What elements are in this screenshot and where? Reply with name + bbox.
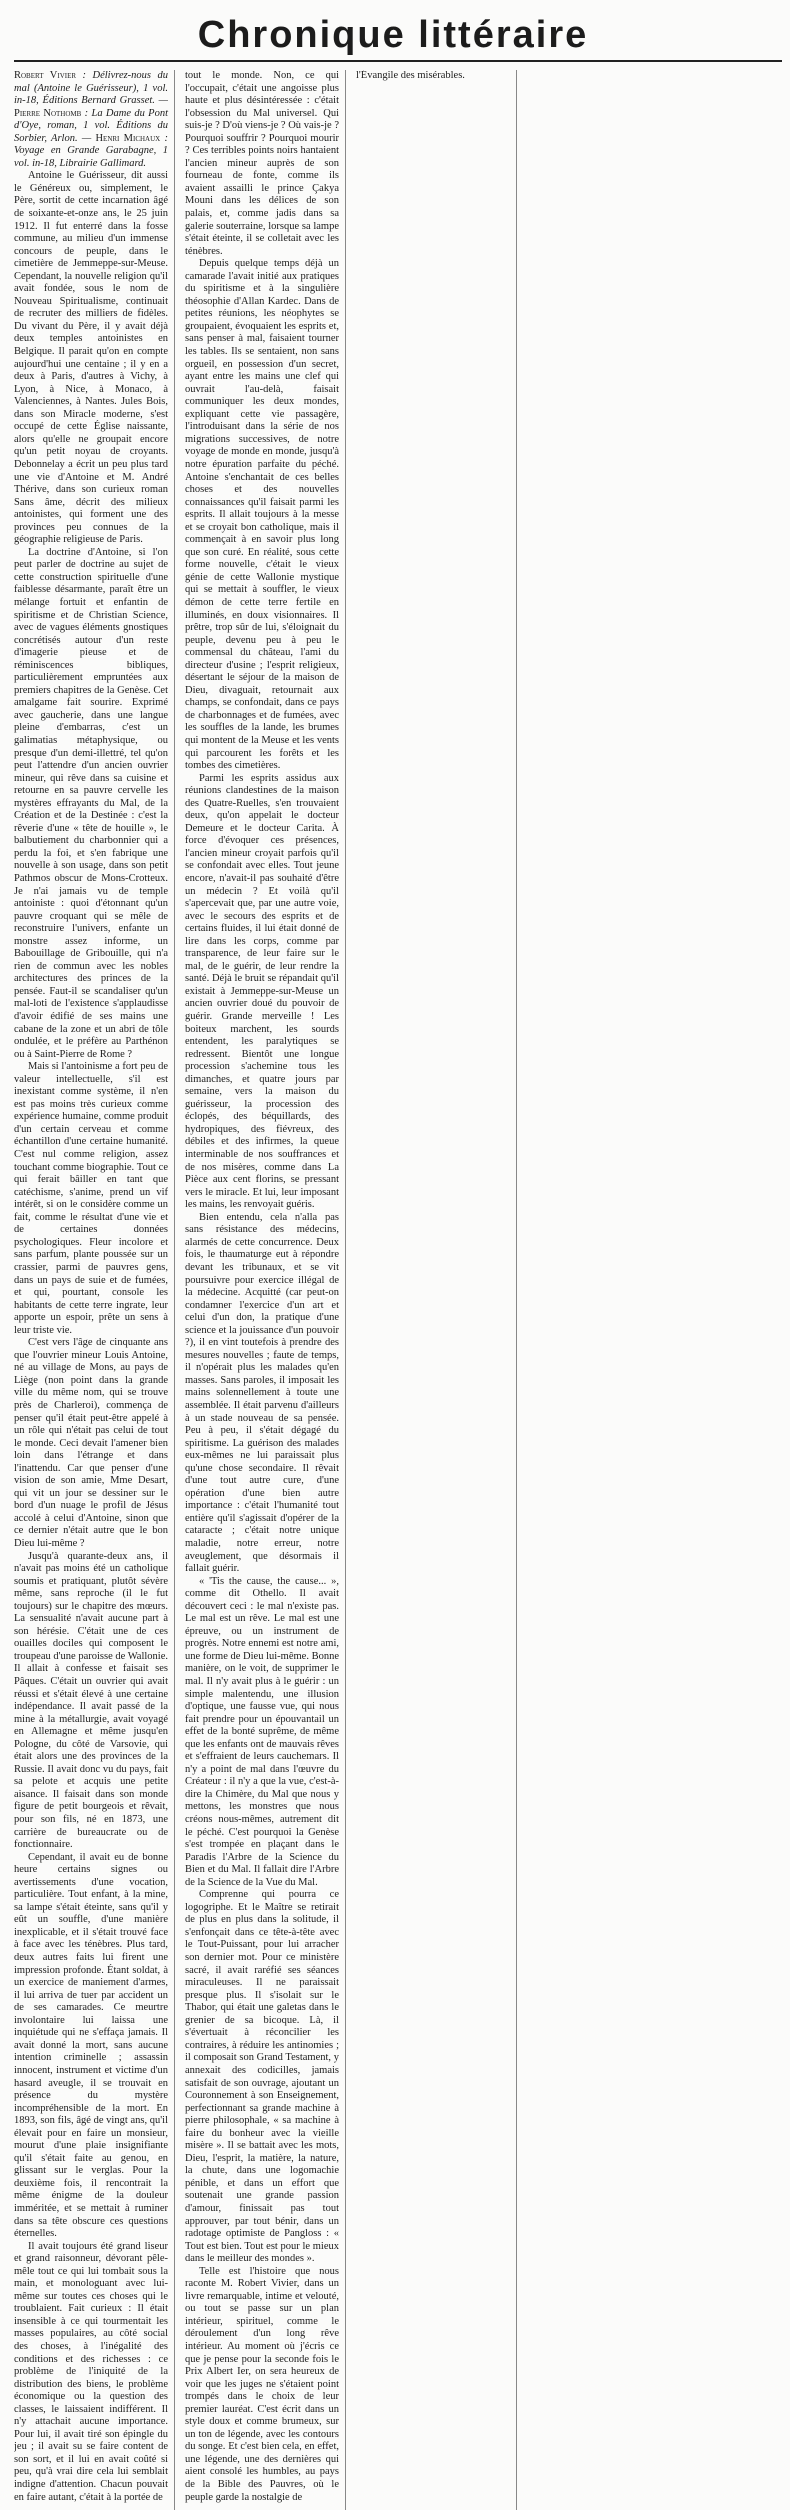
article-paragraph: Bien entendu, cela n'alla pas sans résistance des médecins, alarmés de cette concurrence. Deux fois, le thaumaturge eut à répondre devant les tribunaux, et se vit poursuivre pour exercice illégal de la médecine. Acquitté (car peut-on condamner l'exercice d'un art et celui d'un don, la pratique d'une science et la jouissance d'un pouvoir ?), il en vint toutefois à prendre des mesures nouvelles ; faute de temps, il n'opérait plus les malades qu'en masses. Sans paroles, il imposait les mains solennellement à toute une assemblée. Il était parvenu d'ailleurs à un stade nouveau de sa pensée. Peu à peu, il s'était dégagé du spiritisme. La guérison des malades eux-mêmes ne lui paraissait plus qu'une chose secondaire. Il rêvait d'une tout autre cure, d'une opération d'une bien autre importance : c'était l'humanité tout entière qu'il s'agissait d'opérer de la cataracte ; c'était notre unique maladie, notre erreur, notre aveuglement, que désormais il fallait guérir. xyxy=(185,1211,339,1575)
bib-entry-2: : La Dame du Pont d'Oye, roman, 1 vol. Éditions du Sorbier, Arlon. — xyxy=(14,107,169,144)
article-paragraph: Il avait toujours été grand liseur et grand raisonneur, dévorant pêle-mêle tout ce qui lui tombait sous la main, et monologuant avec lui-même sur toutes ces choses qui le troublaient. Fait curieux : Il était insensible à ce qui tourmentait les masses populaires, au côté social des choses, à l'inégalité des conditions et des richesses : ce problème de l'iniquité de la distribution des biens, le problème économique ou la question des classes, le laissaient indifférent. Il n'y attachait aucune importance. Pour lui, il avait tiré son épingle du jeu ; il avait su se faire content de son sort, et il lui en avait coûté si peu, qu'à vrai dire cela lui semblait indigne d'attention. Chacun pouvait en faire autant, c'était à la portée de xyxy=(14,2240,168,2503)
article-paragraph: Comprenne qui pourra ce logogriphe. Et le Maître se retirait de plus en plus dans la solitude, il s'enfonçait dans ce tête-à-tête avec le Tout-Puissant, pour lui arracher son dernier mot. Pour ce ministère sacré, il avait raréfié ses séances miraculeuses. Il ne paraissait presque plus. Il s'isolait sur le Thabor, qui était une galetas dans le grenier de sa bicoque. Là, il s'évertuait à réconcilier les contraires, à réduire les antinomies ; il composait son Grand Testament, y annexait des codicilles, jamais satisfait de son ouvrage, ajoutant un Couronnement à son Enseignement, perfectionnant sa grande machine à pierre philosophale, « sa machine à faire du bonheur avec la vieille misère ». Il se battait avec les mots, Dieu, l'esprit, la matière, la nature, la chute, dans une logomachie pénible, et dans un effort que soutenait une grande passion d'amour, finissait pas tout approuver, par tout bénir, dans un radotage optimiste de Pangloss : « Tout est bien. Tout est pour le mieux dans le meilleur des mondes ». xyxy=(185,1889,339,2265)
column-2 xyxy=(185,70,346,2510)
headline-rule xyxy=(14,60,782,62)
bib-entry-1: : Délivrez-nous du mal (Antoine le Guérisseur), 1 vol. in-18, Éditions Bernard Grasset. — xyxy=(14,70,168,107)
article-paragraph: Cependant, il avait eu de bonne heure certains signes ou avertissements d'une vocation, particulière. Tout enfant, à la mine, sa lampe s'était éteinte, sans qu'il y eût un souffle, d'une manière inexplicable, et il s'était trouvé face à face avec les ténèbres. Plus tard, deux autres faits lui firent une impression profonde. Étant soldat, à un exercice de maniement d'armes, il lui arriva de tuer par accident un de ses camarades. Ce meurtre involontaire lui laissa une inquiétude qui ne s'effaça jamais. Il avait donné la mort, sans aucune intention criminelle ; assassin innocent, instrument et victime d'un hasard aveugle, il se trouvait en présence du mystère incompréhensible de la mort. En 1893, son fils, âgé de vingt ans, qu'il élevait pour en faire un monsieur, mourut d'une plaie insignifiante qu'il s'était faite au genou, en glissant sur le verglas. Pour la deuxième fois, il rencontrait la même énigme de la douleur imméritée, et se mettait à ruminer dans sa tête obscure ces questions éternelles. xyxy=(14,1851,168,2240)
headline: Chronique littéraire xyxy=(197,14,589,56)
article-paragraph: Mais si l'antoinisme a fort peu de valeur intellectuelle, s'il est inexistant comme système, il n'en est pas moins très curieux comme expérience humaine, comme produit d'un certain cerveau et comme échantillon d'une certaine humanité. C'est nul comme religion, assez touchant comme biographie. Tout ce qui ferait bâiller en tant que catéchisme, s'anime, prend un vif intérêt, si on le considère comme un fait, comme le résultat d'une vie et de certaines données psychologiques. Fleur incolore et sans parfum, plante poussée sur un crassier, parmi de pauvres gens, dans un pays de suie et de fumées, et qui, pourtant, console les habitants de cette terre ingrate, leur apporte un espoir, prête un sens à leur triste vie. xyxy=(14,1061,168,1336)
article-columns xyxy=(14,70,782,2510)
column-1 xyxy=(14,70,175,2510)
bibliography xyxy=(14,70,168,170)
bib-author-2: Pierre Nothomb xyxy=(14,107,82,119)
article-paragraph: tout le monde. Non, ce qui l'occupait, c'était une angoisse plus haute et plus désintéressée : c'était l'obsession du Mal universel. Qui suis-je ? D'où viens-je ? Où vais-je ? Pourquoi souffrir ? Pourquoi mourir ? Ces terribles points noirs hantaient l'ancien mineur auprès de son fourneau de fonte, comme ils avaient assailli le prince Çakya Mouni dans les délices de son palais, et, comme jadis dans sa galerie souterraine, lorsque sa lampe s'était éteinte, il se colletait avec les ténèbres. xyxy=(185,70,339,257)
article-paragraph: Telle est l'histoire que nous raconte M. Robert Vivier, dans un livre remarquable, intime et velouté, ou tout se passe sur un plan intérieur, spirituel, comme le déroulement d'un long rêve intérieur. Au moment où j'écris ce que je pense pour la seconde fois le Prix Albert Ier, on sera heureux de voir que les juges ne s'étaient point trompés dans le choix de leur premier lauréat. C'est écrit dans un style doux et comme brumeux, sur un ton de légende, avec les contours du songe. Et c'est bien cela, en effet, une légende, une des dernières qui aient consolé les humbles, au pays de la Bible des Pauvres, où le peuple garde la nostalgie de xyxy=(185,2265,339,2503)
bib-author-3: Henri Michaux xyxy=(95,132,161,144)
column-3 xyxy=(356,70,517,2510)
article-paragraph: Parmi les esprits assidus aux réunions clandestines de la maison des Quatre-Ruelles, s'en trouvaient deux, qu'on appelait le docteur Demeure et le docteur Carita. À force d'évoquer ces présences, l'ancien mineur croyait parfois qu'il se confondait avec elles. Tout jeune encore, n'avait-il pas souhaité d'être un médecin ? Et voilà qu'il s'apercevait que, par une autre voie, avec le secours des esprits et de certains fluides, il lui était donné de lire dans les corps, comme par transparence, de leur faire sur le mal, de le guérir, de leur rendre la santé. Déjà le bruit se répandait qu'il existait à Jemmeppe-sur-Meuse un ancien ouvrier doué du pouvoir de guérir. Grande merveille ! Les boiteux marchent, les sourds entendent, les paralytiques se redressent. Bientôt une longue procession s'achemine tous les dimanches, et quatre jours par semaine, vers la maison du guérisseur, la procession des éclopés, des béquillards, des hydropiques, des fiévreux, des débiles et des infirmes, la queue interminable de nos souffrances et de nos misères, comme dans La Pièce aux cent florins, se pressant vers le miracle. Et lui, leur imposant les mains, les renvoyait guéris. xyxy=(185,772,339,1211)
article-paragraph: La doctrine d'Antoine, si l'on peut parler de doctrine au sujet de cette construction spirituelle d'une faiblesse désarmante, paraît être un mélange fortuit et enfantin de spiritisme et de Christian Science, avec de vagues éléments gnostiques concrétisés autour d'un reste d'imagerie pieuse et de réminiscences bibliques, particulièrement empruntées aux premiers chapitres de la Genèse. Cet amalgame fait sourire. Exprimé avec gaucherie, dans une langue pleine d'embarras, c'est un galimatias métaphysique, ou presque d'un demi-illettré, tel qu'on peut l'attendre d'un ancien ouvrier mineur, qui rêve dans sa cuisine et retourne en sa pauvre cervelle les mystères effrayants du Mal, de la Création et de la Destinée : c'est la rêverie d'une « tête de houille », le balbutiement du charbonnier qui a perdu la foi, et s'en fabrique une nouvelle à son usage, dans son petit Pathmos obscur de Mons-Crotteux. Je n'ai jamais vu de temple antoiniste : quoi d'étonnant qu'un pauvre croquant qui se mêle de reconstruire l'univers, enfante un monstre assez informe, un Babouillage de Gribouille, qui n'a rien de commun avec les nobles architectures des princes de la pensée. Faut-il se scandaliser qu'un mal-loti de l'existence s'applaudisse d'avoir édifié de ses mains une cabane de la zone et un abri de tôle ondulée, et le préfère au Parthénon ou à Saint-Pierre de Rome ? xyxy=(14,546,168,1060)
article-paragraph: C'est vers l'âge de cinquante ans que l'ouvrier mineur Louis Antoine, né au village de Mons, au pays de Liège (non point dans la grande ville du même nom, qui se trouve près de Charleroi), commença de penser qu'il était peut-être appelé à un rôle qui n'était pas celui de tout le monde. Ceci devait l'amener bien loin dans l'étrange et dans l'inattendu. Car que penser d'une vision de son amie, Mme Desart, qui vit un jour se dessiner sur le bord d'un nuage le profil de Jésus accolé à celui d'Antoine, sinon que ce dernier n'était autre que le bon Dieu lui-même ? xyxy=(14,1337,168,1549)
bib-author-1: Robert Vivier xyxy=(14,70,77,81)
article-paragraph: l'Évangile des misérables. xyxy=(356,70,465,81)
article-paragraph: Depuis quelque temps déjà un camarade l'avait initié aux pratiques du spiritisme et à la singulière théosophie d'Allan Kardec. Dans de petites réunions, les néophytes se groupaient, évoquaient les esprits et, sans penser à mal, faisaient tourner les tables. Ils se sentaient, non sans orgueil, en possession d'un secret, ayant entre les mains une clef qui ouvrait l'au-delà, faisait communiquer les deux mondes, expliquant cette vie passagère, l'introduisant dans la série de nos migrations successives, de notre voyage de monde en monde, jusqu'à notre épuration parfaite du péché. Antoine s'enchantait de ces belles choses et des nouvelles connaissances qu'il faisait parmi les esprits. Il allait toujours à la messe et se croyait bon catholique, mais il commençait à en savoir plus long que son curé. En réalité, sous cette forme nouvelle, c'était le vieux génie de cette Wallonie mystique qui se mettait à souffler, le vieux démon de cette terre fertile en illuminés, en doux visionnaires. Il prêtre, trop sûr de lui, s'éloignait du peuple, devenu peu à peu le commensal du château, l'ami du directeur d'usine ; l'esprit religieux, désertant le séjour de la maison de Dieu, divaguait, retournait aux champs, se confondait, dans ce pays de charbonnages et de fumées, avec les souffles de la lande, les brumes qui montent de la Meuse et les vents qui parcourent les forêts et les tombes des cimetières. xyxy=(185,258,339,772)
article-paragraph: Antoine le Guérisseur, dit aussi le Généreux ou, simplement, le Père, sortit de cette incarnation âgé de soixante-et-onze ans, le 25 juin 1912. Il fut enterré dans la fosse commune, au milieu d'un immense concours de peuple, dans le cimetière de Jemmeppe-sur-Meuse. Cependant, la nouvelle religion qu'il avait fondée, sous le nom de Nouveau Spiritualisme, continuait de recruter des milliers de fidèles. Du vivant du Père, il y avait déjà deux temples antoinistes en Belgique. Il parait qu'on en compte aujourd'hui une centaine ; il y en a deux à Paris, d'autres à Vichy, à Lyon, à Nice, à Monaco, à Valenciennes, à Nantes. Jules Bois, dans son Miracle moderne, s'est occupé de cette Église naissante, alors qu'elle ne groupait encore qu'un petit noyau de croyants. Debonnelay a écrit un peu plus tard une vie d'Antoine et M. André Thérive, dans son curieux roman Sans âme, décrit des milieux antoinistes, qui forment une des provinces peu connues de la géographie religieuse de Paris. xyxy=(14,170,168,546)
column-4 xyxy=(527,70,687,610)
article-paragraph: Jusqu'à quarante-deux ans, il n'avait pas moins été un catholique soumis et pratiquant, plutôt sévère même, sans reproche (il le fut toujours) sur le chapitre des mœurs. La sensualité n'avait aucune part à son hérésie. C'était une de ces ouailles dociles qui composent le troupeau d'une paroisse de Wallonie. Il allait à confesse et faisait ses Pâques. C'était un ouvrier qui avait réussi et s'était élevé à une certaine indépendance. Il avait passé de la mine à la métallurgie, avait voyagé en Allemagne et même jusqu'en Pologne, du côté de Varsovie, qui était alors une des provinces de la Russie. Il avait donc vu du pays, fait sa pelote et acquis une petite aisance. Il faisait dans son monde figure de petit bourgeois et rêvait, pour son fils, né en 1873, une carrière de bureaucrate ou de fonctionnaire. xyxy=(14,1550,168,1851)
article-paragraph: « 'Tis the cause, the cause... », comme dit Othello. Il avait découvert ceci : le mal n'existe pas. Le mal est un rêve. Le mal est une épreuve, ou un instrument de progrès. Notre ennemi est notre ami, une forme de Dieu lui-même. Bonne manière, on le voit, de supprimer le mal. Il n'y avait plus à le guérir : un simple malentendu, une illusion d'optique, une fausse vue, qui nous fait prendre pour un épouvantail un effet de la bonté suprême, de même que les enfants ont de mauvais rêves et s'effraient de leurs cauchemars. Il n'y a point de mal dans l'œuvre du Créateur : il n'y a que la vue, c'est-à-dire la Chimère, du Mal que nous y mettons, les monstres que nous créons nous-mêmes, autrement dit le péché. C'est pourquoi la Genèse s'est trompée en plaçant dans le Paradis l'Arbre de la Science du Bien et du Mal. Il fallait dire l'Arbre de la Science de la Vue du Mal. xyxy=(185,1575,339,1888)
bib-entry-3: : Voyage en Grande Garabagne, 1 vol. in-18, Librairie Gallimard. xyxy=(14,132,168,169)
